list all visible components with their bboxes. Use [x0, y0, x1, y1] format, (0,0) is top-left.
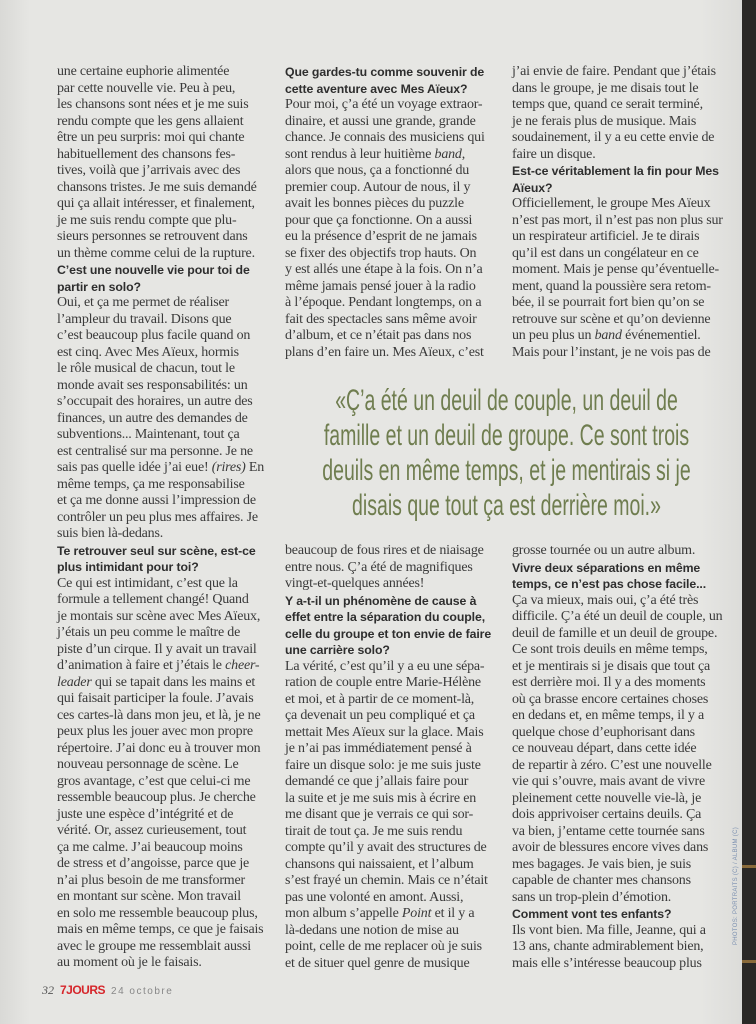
body-text-line: ça me calme. J’ai beaucoup moins: [57, 839, 243, 855]
interview-question-line: celle du groupe et ton envie de faire: [285, 626, 492, 641]
body-text-line: en dedans et, en même temps, il y a: [512, 708, 705, 723]
body-text-line: moment. Mais je pense qu’éventuelle-: [512, 262, 720, 277]
text-segment: sont rendus à leur huitième: [285, 146, 435, 162]
body-text-line: pour que ça fonctionne. On a aussi: [285, 212, 473, 228]
body-text-line: ment, quand la poussière sera retom-: [512, 278, 711, 294]
body-text-line: être un peu surpris: moi qui chante: [57, 130, 245, 145]
body-text-line: qui faisait participer la foule. J’avais: [57, 691, 254, 706]
text-segment: d’animation à faire et j’étais le: [57, 658, 226, 673]
body-text-line: rendu compte que les gens allaient: [57, 113, 244, 129]
body-text-line: [57, 658, 259, 675]
body-text-line: grosse tournée ou un autre album.: [512, 543, 696, 558]
text-segment: En: [245, 460, 265, 475]
body-text-line: et je mentirais si je disais que tout ça: [512, 658, 711, 674]
body-text-line: [57, 460, 264, 477]
body-text-line: se fixer des objectifs trop hauts. On: [285, 245, 477, 261]
body-text-line: vie qui s’ouvre, mais avant de vivre: [512, 774, 706, 789]
body-text-line: vérité. Or, assez curieusement, tout: [57, 823, 247, 838]
body-text-line: je me suis rendu compte que plu-: [57, 212, 237, 228]
body-text-line: répertoire. J’ai donc eu à trouver mon: [57, 740, 261, 756]
body-text-line: n’ai plus besoin de me transformer: [57, 872, 245, 888]
body-text-line: Pour moi, ç’a été un voyage extraor-: [285, 97, 483, 112]
body-text-line: monde avait ses responsabilités: un: [57, 377, 248, 393]
body-text-line: est centralisé sur ma personne. Je ne: [57, 443, 253, 459]
body-text-line: subventions... Maintenant, tout ça: [57, 427, 240, 442]
body-text-line: faire un disque.: [512, 146, 596, 162]
body-text-line: tives, voilà que j’arrivais avec des: [57, 163, 241, 178]
body-text-line: avec le groupe me ressemblait aussi: [57, 938, 251, 954]
body-text-line: mettait Mes Aïeux sur la glace. Mais: [285, 724, 484, 740]
pull-quote: [292, 383, 721, 523]
italic-term: leader: [57, 674, 92, 690]
body-text-line: habituellement des chansons fes-: [57, 146, 236, 162]
body-text-line: l’ampleur du travail. Disons que: [57, 311, 232, 327]
interview-question-line: Est-ce véritablement la fin pour Mes: [512, 164, 719, 178]
body-text-line: par cette nouvelle vie. Peu à peu,: [57, 80, 236, 96]
text-segment: sais pas quelle idée j’ai eue!: [57, 460, 212, 475]
body-text-line: de repartir à zéro. C’est une nouvelle: [512, 757, 712, 773]
body-text-line: Ils vont bien. Ma fille, Jeanne, qui a: [512, 922, 706, 938]
body-text-line: temps que, quand ce serait terminé,: [512, 97, 703, 112]
magazine-logo: 7JOURS: [60, 983, 106, 997]
body-text-line: mes bagages. Je vais bien, je suis: [512, 856, 692, 872]
body-text-line: Officiellement, le groupe Mes Aïeux: [512, 196, 711, 211]
body-text-line: d’album, et ce n’était pas dans nos: [285, 328, 472, 343]
body-text-line: eu la présence d’esprit de ne jamais: [285, 229, 477, 244]
body-text-line: un thème comme celui de la rupture.: [57, 245, 255, 261]
pull-quote-line: deuils en même temps, et je mentirais si je: [322, 454, 691, 487]
body-text-line: pleinement cette nouvelle vie-là, je: [512, 790, 702, 806]
italic-term: band: [434, 146, 462, 162]
text-segment: qui se tapait dans les mains et: [91, 674, 256, 690]
body-text-line: suis bien là-dedans.: [57, 526, 164, 541]
text-segment: un peu plus un: [512, 328, 595, 343]
body-text-line: [285, 147, 465, 164]
page-footer: [42, 983, 173, 999]
interview-question-line: partir en solo?: [57, 279, 141, 294]
body-text-line: compte qu’il y avait des structures de: [285, 840, 487, 855]
body-text-line: ce nouveau départ, dans cette idée: [512, 741, 697, 756]
body-text-line: le rôle musical de chacun, tout le: [57, 361, 235, 376]
body-text-line: les chansons sont nées et je me suis: [57, 97, 249, 112]
body-text-line: avait les bonnes pièces du puzzle: [285, 196, 464, 211]
interview-question-line: temps, ce n’est pas chose facile...: [512, 577, 707, 591]
interview-question-line: Comment vont tes enfants?: [512, 907, 672, 921]
body-text-line: est cinq. Avec Mes Aïeux, hormis: [57, 344, 239, 360]
body-text-line: dans le groupe, je me disais tout le: [512, 80, 699, 96]
body-text-line: s’occupait des horaires, un autre des: [57, 394, 253, 409]
body-text-line: ressemble beaucoup plus. Je cherche: [57, 790, 256, 805]
body-text-line: alors que nous, ça a fonctionné du: [285, 163, 470, 178]
body-text-line: est derrière moi. Il y a des moments: [512, 675, 706, 690]
interview-question-line: Que gardes-tu comme souvenir de: [285, 65, 485, 79]
body-text-line: s’est frayé un chemin. Mais ce n’était: [285, 873, 488, 888]
body-text-line: juste une espèce d’intégrité et de: [57, 806, 234, 822]
body-text-line: [285, 906, 474, 923]
body-text-line: entre nous. Ç’a été de magnifiques: [285, 559, 473, 575]
body-text-line: beaucoup de fous rires et de niaisage: [285, 543, 484, 558]
body-text-line: Ce qui est intimidant, c’est que la: [57, 575, 238, 591]
text-segment: mon album s’appelle: [285, 906, 402, 921]
body-text-line: me disant que je verrais ce qui sor-: [285, 807, 474, 822]
body-text-line: je ne ferais plus de musique. Mais: [512, 113, 697, 129]
article-column-2-bottom: [285, 543, 500, 972]
interview-question-line: Te retrouver seul sur scène, est-ce: [57, 543, 256, 558]
body-text-line: Mais pour l’instant, je ne vois pas de: [512, 344, 711, 360]
text-segment: ,: [461, 146, 466, 162]
body-text-line: tirait de tout ça. Je me suis rendu: [285, 823, 463, 839]
body-text-line: à l’époque. Pendant longtemps, on a: [285, 295, 482, 310]
pull-quote-line: famille et un deuil de groupe. Ce sont trois: [323, 419, 690, 452]
body-text-line: j’étais un peu comme le maître de: [57, 625, 241, 640]
interview-question-line: une carrière solo?: [285, 643, 390, 657]
article-column-1: [57, 64, 272, 972]
interview-question-line: cette aventure avec Mes Aïeux?: [285, 81, 468, 96]
pull-quote-line: disais que tout ça est derrière moi.»: [352, 489, 661, 522]
adjacent-page-edge: [742, 0, 756, 1024]
article-column-2-top: [285, 64, 500, 361]
body-text-line: mais elle s’intéresse beaucoup plus: [512, 955, 702, 971]
body-text-line: la suite et je me suis mis à écrire en: [285, 790, 477, 806]
body-text-line: premier coup. Autour de nous, il y: [285, 179, 471, 195]
italic-term: band: [594, 328, 622, 343]
photo-credit: PHOTOS: PORTRAITS (C) / ALBUM (C): [733, 826, 739, 945]
body-text-line: retrouve sur scène et qu’on devienne: [512, 311, 711, 327]
body-text-line: même temps, ça me responsabilise: [57, 476, 245, 492]
body-text-line: soudainement, il y a eu cette envie de: [512, 130, 715, 145]
body-text-line: au moment où je le faisais.: [57, 955, 202, 970]
body-text-line: piste d’un cirque. Il y avait un travail: [57, 641, 257, 657]
body-text-line: demandé ce que j’allais faire pour: [285, 774, 469, 789]
body-text-line: sieurs personnes se retrouvent dans: [57, 229, 248, 244]
body-text-line: chance. Je connais des musiciens qui: [285, 130, 485, 145]
body-text-line: Oui, et ça me permet de réaliser: [57, 295, 230, 310]
body-text-line: je montais sur scène avec Mes Aïeux,: [57, 608, 261, 624]
body-text-line: et de situer quel genre de musique: [285, 955, 470, 971]
body-text-line: avoir de blessures encore vives dans: [512, 840, 709, 855]
body-text-line: finances, un autre des demandes de: [57, 410, 248, 426]
body-text-line: chansons tristes. Je me suis demandé: [57, 179, 257, 195]
body-text-line: plans d’en faire un. Mes Aïeux, c’est: [285, 344, 484, 360]
body-text-line: formule a tellement changé! Quand: [57, 592, 249, 607]
body-text-line: quelque chose d’euphorisant dans: [512, 724, 695, 740]
body-text-line: va bien, j’entame cette tournée sans: [512, 823, 705, 839]
body-text-line: 13 ans, chante admirablement bien,: [512, 939, 704, 954]
pull-quote-line: «Ç’a été un deuil de couple, un deuil de: [335, 384, 678, 417]
italic-term: (rires): [211, 460, 246, 475]
body-text-line: n’est pas mort, il n’est pas non plus sur: [512, 212, 723, 228]
body-text-line: La vérité, c’est qu’il y a eu une sépa-: [285, 658, 485, 674]
body-text-line: en montant sur scène. Mon travail: [57, 889, 241, 904]
interview-question-line: effet entre la séparation du couple,: [285, 610, 486, 624]
body-text-line: bée, il se pourrait fort bien qu’on se: [512, 295, 705, 310]
body-text-line: sans un trop-plein d’émotion.: [512, 889, 672, 905]
issue-date: 24 octobre: [111, 986, 174, 997]
body-text-line: contrôler un peu plus mes affaires. Je: [57, 509, 258, 525]
body-text-line: je n’ai pas immédiatement pensé à: [285, 741, 472, 756]
body-text-line: [57, 675, 255, 692]
interview-question-line: plus intimidant pour toi?: [57, 560, 199, 574]
body-text-line: pas une volonté en amont. Aussi,: [285, 889, 464, 905]
interview-question-line: Aïeux?: [512, 180, 553, 195]
body-text-line: dois apprivoiser certains deuils. Ça: [512, 807, 702, 822]
body-text-line: ça devenait un peu compliqué et ça: [285, 708, 475, 723]
body-text-line: [512, 328, 701, 345]
body-text-line: point, celle de me replacer où je suis: [285, 939, 482, 954]
italic-term: cheer-: [225, 658, 260, 673]
body-text-line: et moi, et à partir de ce moment-là,: [285, 691, 475, 707]
italic-term: Point: [401, 906, 432, 921]
body-text-line: Ça va mieux, mais oui, ç’a été très: [512, 592, 699, 608]
body-text-line: peux plus les jouer avec mon propre: [57, 724, 253, 739]
text-segment: et il y a: [431, 906, 475, 921]
text-segment: événementiel.: [621, 328, 701, 343]
body-text-line: ces cartes-là dans mon jeu, et là, je ne: [57, 707, 261, 723]
body-text-line: vingt-et-quelques années!: [285, 576, 425, 591]
body-text-line: ration de couple entre Marie-Hélène: [285, 675, 481, 690]
body-text-line: gros avantage, c’est que celui-ci me: [57, 773, 251, 789]
body-text-line: et ça me donne aussi l’impression de: [57, 493, 256, 508]
body-text-line: dinaire, et aussi une grande, grande: [285, 113, 476, 129]
body-text-line: là-dedans une notion de mise au: [285, 922, 459, 938]
body-text-line: qu’il est dans un congélateur en ce: [512, 245, 699, 261]
body-text-line: j’ai envie de faire. Pendant que j’étais: [512, 64, 716, 79]
body-text-line: nouveau personnage de scène. Le: [57, 757, 239, 772]
interview-question-line: Vivre deux séparations en même: [512, 560, 701, 575]
body-text-line: de stress et d’angoisse, parce que je: [57, 856, 250, 871]
article-column-3-top: [512, 64, 727, 361]
body-text-line: deuil de famille et un deuil de groupe.: [512, 625, 718, 641]
body-text-line: en solo me ressemble beaucoup plus,: [57, 905, 258, 921]
interview-question-line: C’est une nouvelle vie pour toi de: [57, 263, 250, 277]
body-text-line: Ce sont trois deuils en même temps,: [512, 642, 708, 657]
body-text-line: fait des spectacles sans même avoir: [285, 311, 477, 327]
body-text-line: c’est beaucoup plus facile quand on: [57, 328, 251, 343]
body-text-line: capable de chanter mes chansons: [512, 873, 691, 888]
page-number: 32: [42, 983, 54, 997]
interview-question-line: Y a-t-il un phénomène de cause à: [285, 593, 477, 608]
body-text-line: qui ça allait intéresser, et finalement,: [57, 196, 255, 211]
body-text-line: une certaine euphorie alimentée: [57, 64, 230, 79]
body-text-line: où ça brasse encore certaines choses: [512, 691, 709, 707]
body-text-line: difficile. Ç’a été un deuil de couple, un: [512, 609, 723, 624]
body-text-line: même jamais pensé jouer à la radio: [285, 278, 476, 294]
body-text-line: un respirateur artificiel. Je te dirais: [512, 229, 700, 244]
article-column-3-bottom: [512, 543, 727, 972]
body-text-line: chansons qui naissaient, et l’album: [285, 856, 474, 872]
body-text-line: faire un disque solo: je me suis juste: [285, 757, 481, 773]
body-text-line: y est allés une étape à la fois. On n’a: [285, 262, 483, 277]
body-text-line: mais en même temps, ce que je faisais: [57, 922, 264, 937]
